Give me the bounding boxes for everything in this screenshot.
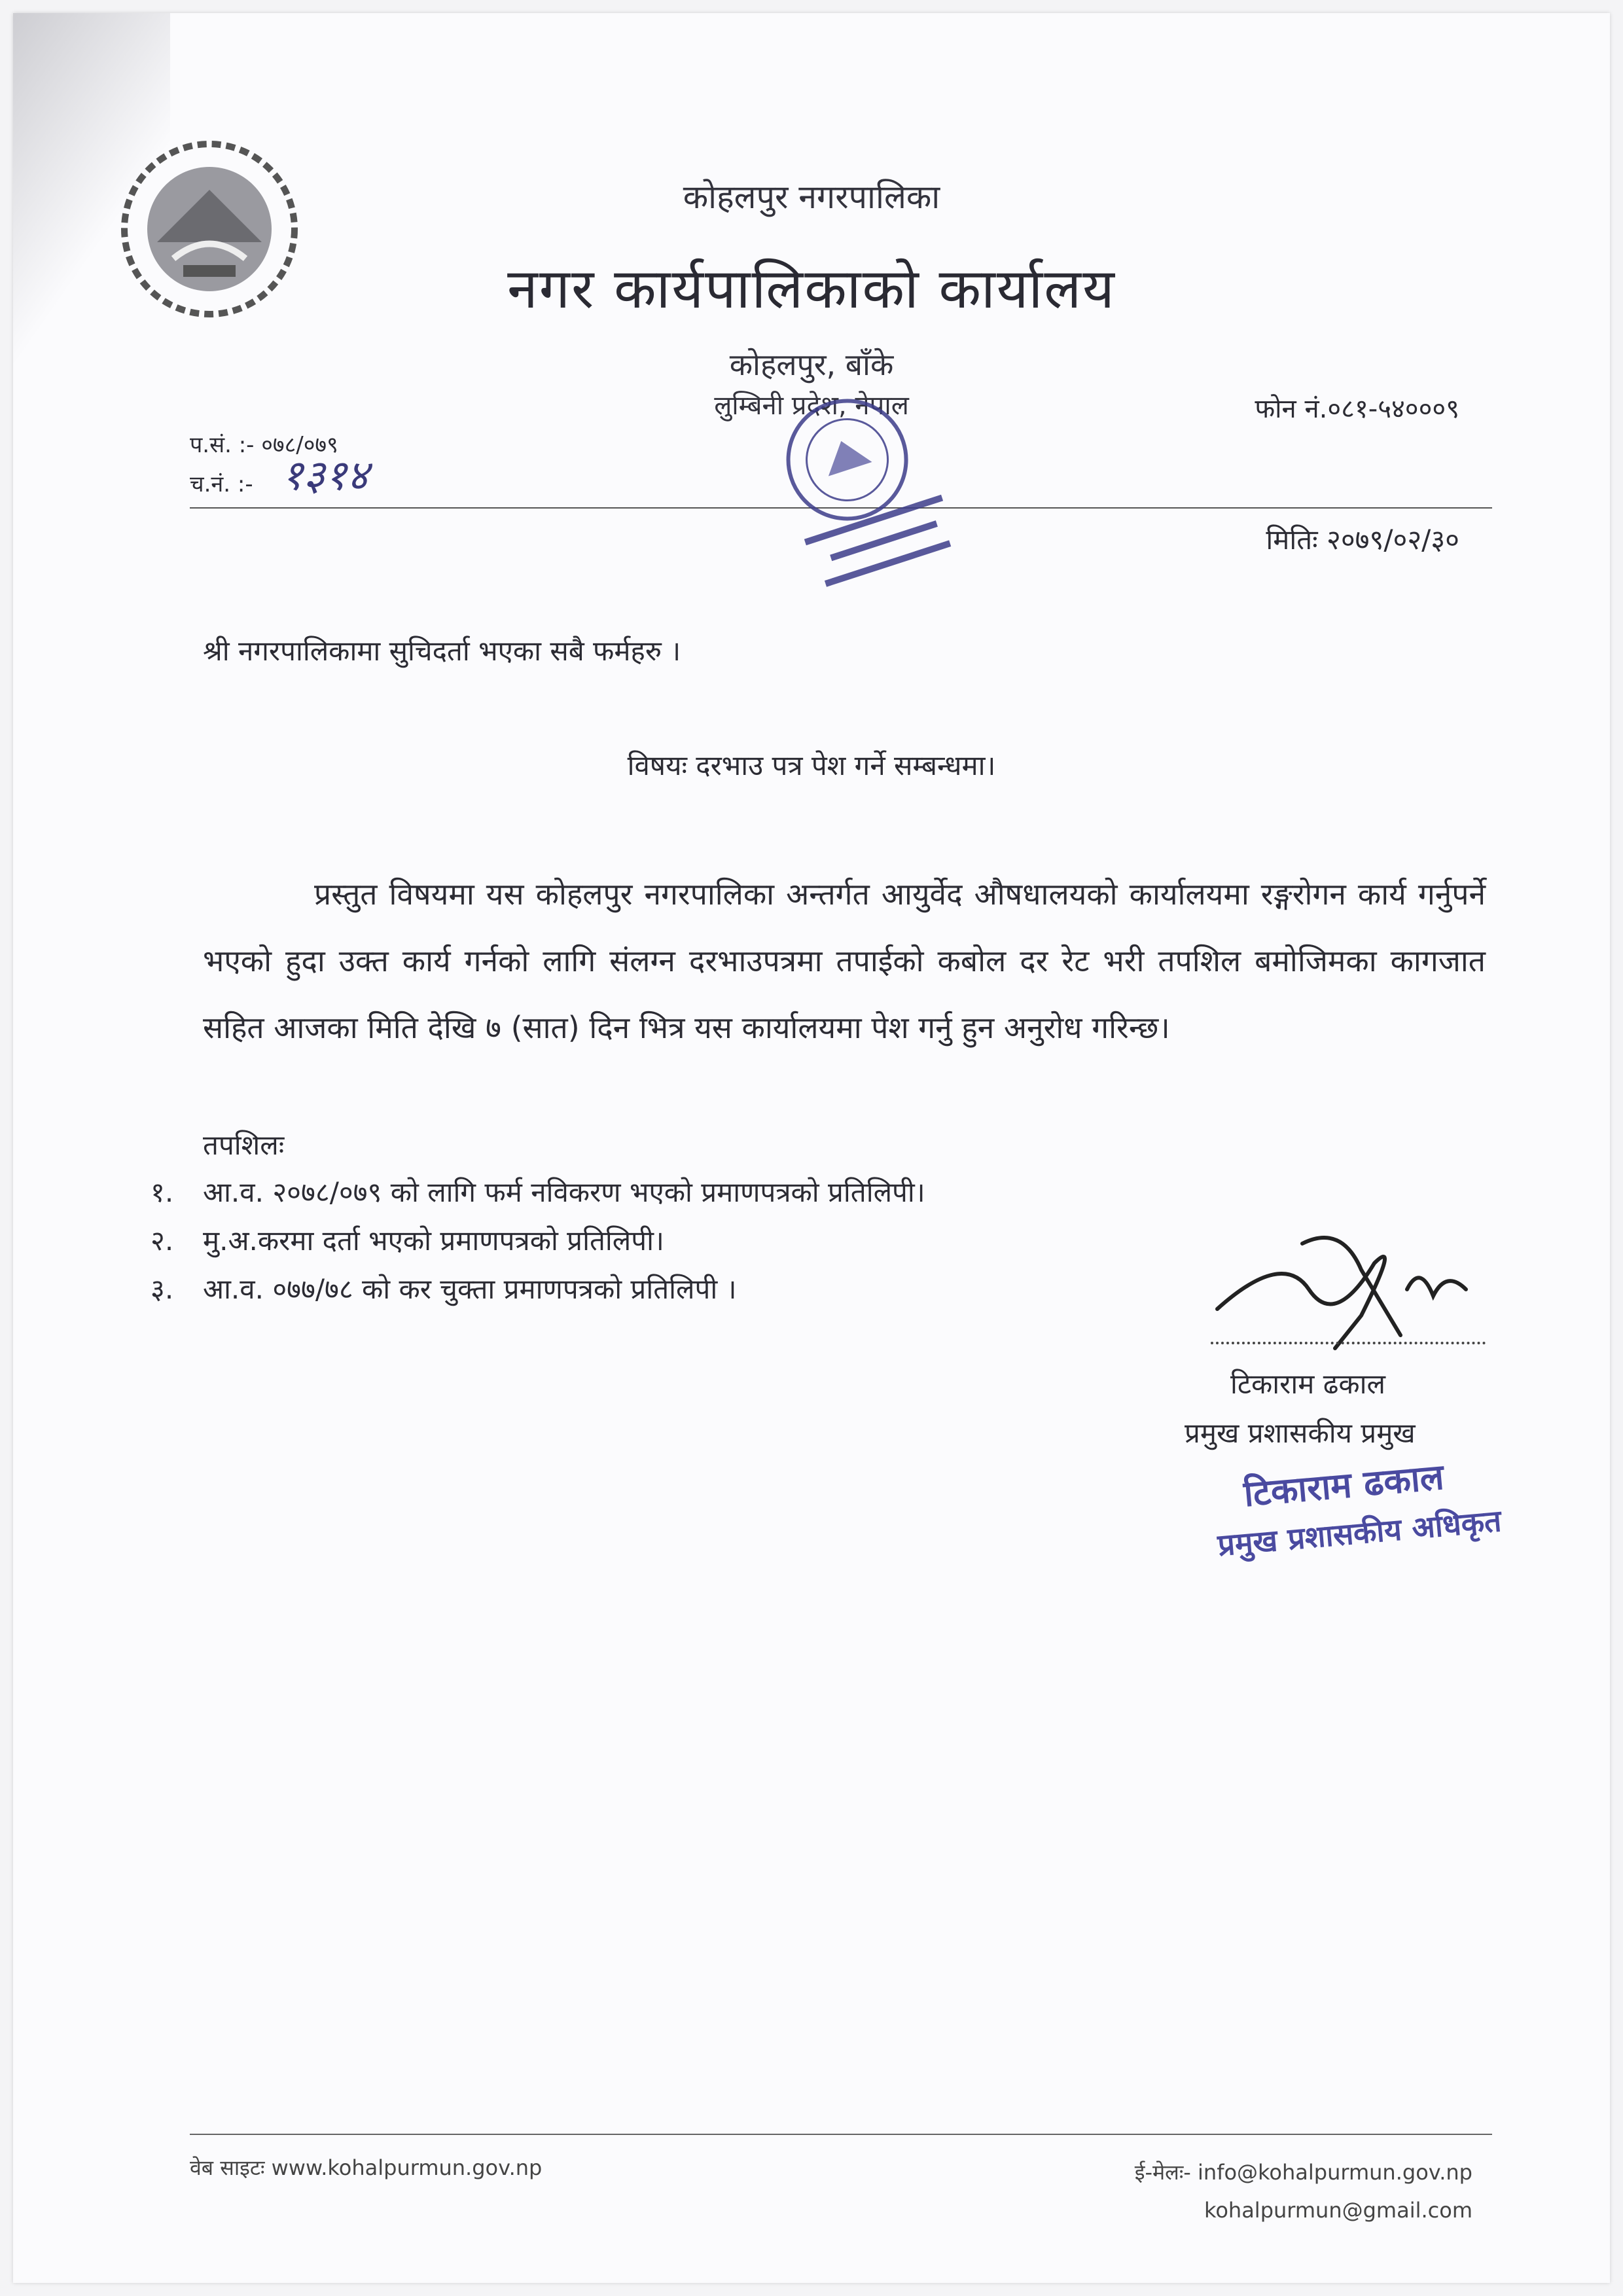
addressee: श्री नगरपालिकामा सुचिदर्ता भएका सबै फर्महरु । — [203, 635, 681, 667]
list-item-number: ३. — [151, 1273, 174, 1305]
annex-list — [151, 1168, 1329, 1314]
list-item-number: २. — [151, 1225, 174, 1257]
signature-icon — [1204, 1211, 1479, 1355]
list-item — [151, 1265, 1329, 1314]
footer-website: वेब साइटः www.kohalpurmun.gov.np — [190, 2155, 543, 2180]
signatory-name: टिकाराम ढकाल — [1230, 1368, 1385, 1400]
office-province: लुम्बिनी प्रदेश, नेपाल — [714, 391, 909, 421]
signature-line — [1211, 1342, 1486, 1344]
dispatch-number-handwritten: १३१४ — [281, 452, 369, 500]
dispatch-label: च.नं. :- — [190, 471, 253, 497]
footer-email: ई-मेलः- info@kohalpurmun.gov.np — [1134, 2160, 1472, 2185]
list-item — [151, 1168, 1329, 1217]
body-paragraph: प्रस्तुत विषयमा यस कोहलपुर नगरपालिका अन्तर्गत आयुर्वेद औषधालयको कार्यालयमा रङ्गरोगन कार्य गर्नुपर्ने भएको हुदा उक्त कार्य गर्नको लागि संलग्न दरभाउपत्रमा तपाईको कबोल दर रेट भरी तपशिल बमोजिमका कागजात सहित आजका मिति देखि ७ (सात) दिन भित्र यस कार्यालयमा पेश गर्नु हुन अनुरोध गरिन्छ। — [203, 876, 1486, 1045]
list-item-number: १. — [151, 1176, 174, 1208]
office-stamp-icon — [713, 367, 1001, 615]
phone-number: फोन नं.०८१-५४०००९ — [1255, 394, 1459, 424]
list-item-text: आ.व. २०७८/०७९ को लागि फर्म नविकरण भएको प्रमाणपत्रको प्रतिलिपी। — [203, 1176, 925, 1208]
name-stamp: टिकाराम ढकाल — [1242, 1456, 1446, 1515]
footer-contact — [1135, 2153, 1472, 2229]
list-item — [151, 1217, 1329, 1265]
signatory-title: प्रमुख प्रशासकीय प्रमुख — [1185, 1417, 1416, 1449]
letter-reference-number: प.सं. :- ०७८/०७९ — [190, 432, 338, 458]
list-item-text: आ.व. ०७७/७८ को कर चुक्ता प्रमाणपत्रको प्रतिलिपी । — [203, 1273, 737, 1305]
office-name: नगर कार्यपालिकाको कार्यालय — [507, 257, 1116, 321]
footer-email-alt: kohalpurmun@gmail.com — [1204, 2198, 1472, 2223]
subject-line: विषयः दरभाउ पत्र पेश गर्ने सम्बन्धमा। — [627, 749, 996, 781]
letter-page — [13, 13, 1610, 2283]
letter-date: मितिः २०७९/०२/३० — [1266, 524, 1459, 556]
office-location: कोहलपुर, बाँके — [729, 347, 894, 382]
designation-stamp: प्रमुख प्रशासकीय अधिकृत — [1216, 1503, 1503, 1563]
list-item-text: मु.अ.करमा दर्ता भएको प्रमाणपत्रको प्रतिलिपी। — [203, 1225, 664, 1257]
annex-title: तपशिलः — [203, 1129, 285, 1161]
footer-divider — [190, 2134, 1492, 2135]
municipality-name: कोहलपुर नगरपालिका — [683, 178, 940, 216]
